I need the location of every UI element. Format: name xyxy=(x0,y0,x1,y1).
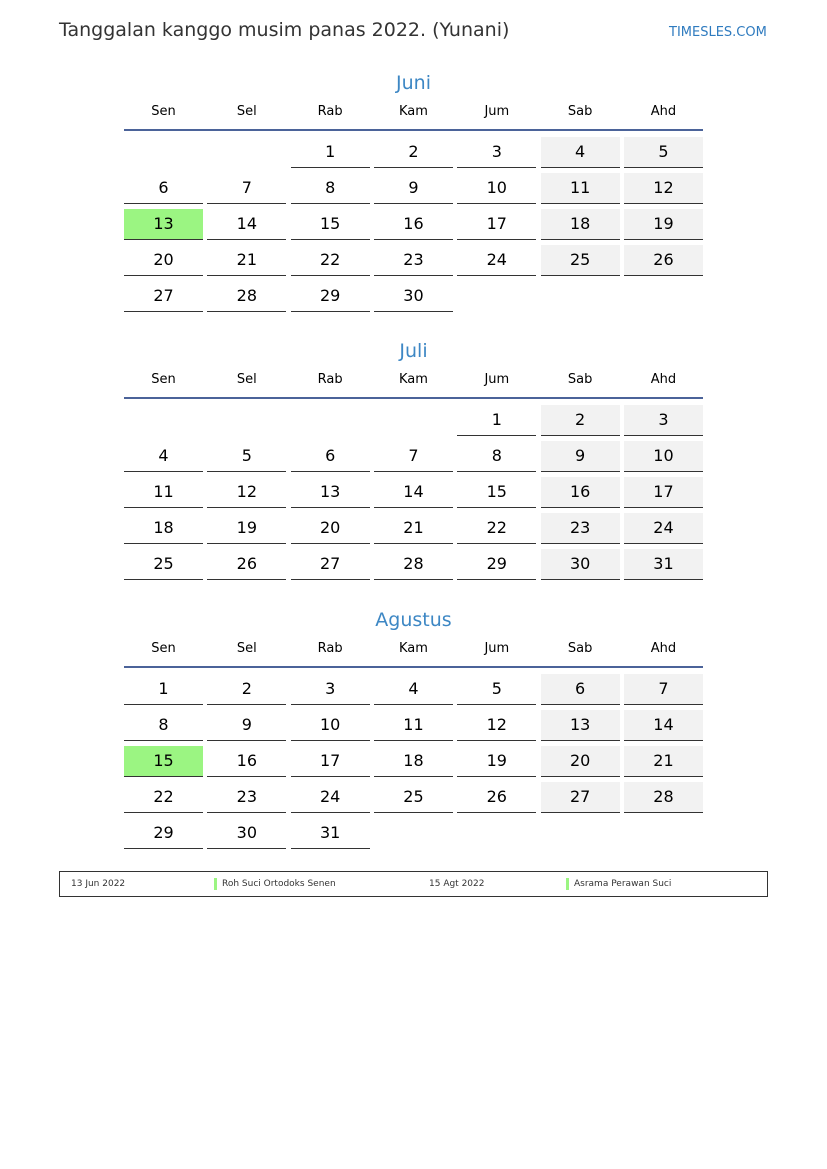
day-cell: 17 xyxy=(291,746,370,777)
weekday-label: Jum xyxy=(484,641,510,656)
day-cell: 13 xyxy=(291,477,370,508)
day-cell: 19 xyxy=(624,209,703,240)
day-cell: 14 xyxy=(207,209,286,240)
weekday-label: Sab xyxy=(567,104,593,119)
day-cell: 23 xyxy=(541,513,620,544)
day-cell: 6 xyxy=(541,674,620,705)
day-cell: 9 xyxy=(374,173,453,204)
weekday-label: Kam xyxy=(399,104,428,119)
day-cell: 6 xyxy=(291,441,370,472)
day-cell: 15 xyxy=(291,209,370,240)
day-cell: 1 xyxy=(124,674,203,705)
holiday-legend xyxy=(59,871,768,897)
day-cell: 2 xyxy=(541,405,620,436)
day-cell: 11 xyxy=(124,477,203,508)
weekday-header xyxy=(124,639,703,666)
day-cell: 14 xyxy=(374,477,453,508)
day-cell: 20 xyxy=(124,245,203,276)
day-cell: 23 xyxy=(207,782,286,813)
day-cell: 28 xyxy=(207,281,286,312)
day-cell: 8 xyxy=(457,441,536,472)
day-cell: 25 xyxy=(374,782,453,813)
day-grid xyxy=(124,403,703,583)
day-cell: 10 xyxy=(457,173,536,204)
weekday-label: Jum xyxy=(484,104,510,119)
day-cell: 28 xyxy=(374,549,453,580)
month-title: Juni xyxy=(396,72,431,94)
day-cell: 31 xyxy=(291,818,370,849)
weekday-label: Sen xyxy=(151,641,176,656)
day-cell: 24 xyxy=(291,782,370,813)
day-cell: 7 xyxy=(624,674,703,705)
month-title: Agustus xyxy=(375,609,452,631)
weekday-label: Kam xyxy=(399,641,428,656)
weekday-header xyxy=(124,102,703,129)
weekday-label: Rab xyxy=(317,372,343,387)
day-cell: 5 xyxy=(207,441,286,472)
weekday-label: Sab xyxy=(567,372,593,387)
day-cell: 16 xyxy=(374,209,453,240)
day-cell: 16 xyxy=(207,746,286,777)
day-cell: 1 xyxy=(291,137,370,168)
day-grid xyxy=(124,135,703,315)
day-cell: 22 xyxy=(457,513,536,544)
day-cell: 27 xyxy=(124,281,203,312)
day-cell: 12 xyxy=(624,173,703,204)
weekday-label: Sel xyxy=(236,641,257,656)
day-cell: 21 xyxy=(207,245,286,276)
day-cell: 2 xyxy=(374,137,453,168)
header-divider xyxy=(124,666,703,668)
day-cell: 2 xyxy=(207,674,286,705)
site-link[interactable]: TIMESLES.COM xyxy=(669,25,767,40)
legend-holiday-name: Asrama Perawan Suci xyxy=(574,879,672,889)
day-cell: 9 xyxy=(541,441,620,472)
day-cell: 19 xyxy=(207,513,286,544)
day-cell: 10 xyxy=(624,441,703,472)
day-cell: 8 xyxy=(291,173,370,204)
day-cell: 31 xyxy=(624,549,703,580)
day-cell: 9 xyxy=(207,710,286,741)
day-cell: 15 xyxy=(457,477,536,508)
day-cell: 8 xyxy=(124,710,203,741)
day-cell: 10 xyxy=(291,710,370,741)
weekday-header xyxy=(124,370,703,397)
day-cell: 15 xyxy=(124,746,203,777)
day-grid xyxy=(124,672,703,852)
weekday-label: Rab xyxy=(317,641,343,656)
day-cell: 23 xyxy=(374,245,453,276)
legend-holiday-name: Roh Suci Ortodoks Senen xyxy=(222,879,336,889)
day-cell: 3 xyxy=(624,405,703,436)
weekday-label: Sab xyxy=(567,641,593,656)
day-cell: 4 xyxy=(124,441,203,472)
day-cell: 6 xyxy=(124,173,203,204)
day-cell: 27 xyxy=(541,782,620,813)
day-cell: 7 xyxy=(374,441,453,472)
weekday-label: Ahd xyxy=(650,372,677,387)
day-cell: 26 xyxy=(624,245,703,276)
month-block xyxy=(124,68,703,315)
header-divider xyxy=(124,129,703,131)
day-cell: 29 xyxy=(457,549,536,580)
day-cell: 25 xyxy=(541,245,620,276)
day-cell: 30 xyxy=(374,281,453,312)
weekday-label: Kam xyxy=(399,372,428,387)
day-cell: 1 xyxy=(457,405,536,436)
day-cell: 26 xyxy=(457,782,536,813)
month-title: Juli xyxy=(399,340,428,362)
day-cell: 22 xyxy=(124,782,203,813)
day-cell: 3 xyxy=(291,674,370,705)
legend-color-marker xyxy=(214,878,217,890)
day-cell: 22 xyxy=(291,245,370,276)
day-cell: 25 xyxy=(124,549,203,580)
day-cell: 5 xyxy=(457,674,536,705)
month-block xyxy=(124,605,703,852)
day-cell: 14 xyxy=(624,710,703,741)
day-cell: 19 xyxy=(457,746,536,777)
day-cell: 29 xyxy=(291,281,370,312)
day-cell: 21 xyxy=(374,513,453,544)
day-cell: 17 xyxy=(624,477,703,508)
day-cell: 24 xyxy=(457,245,536,276)
header-divider xyxy=(124,397,703,399)
day-cell: 3 xyxy=(457,137,536,168)
day-cell: 7 xyxy=(207,173,286,204)
day-cell: 12 xyxy=(207,477,286,508)
day-cell: 27 xyxy=(291,549,370,580)
legend-date: 13 Jun 2022 xyxy=(71,879,126,889)
page-title: Tanggalan kanggo musim panas 2022. (Yunani) xyxy=(59,19,510,41)
day-cell: 18 xyxy=(541,209,620,240)
day-cell: 13 xyxy=(124,209,203,240)
day-cell: 18 xyxy=(124,513,203,544)
day-cell: 28 xyxy=(624,782,703,813)
day-cell: 29 xyxy=(124,818,203,849)
weekday-label: Ahd xyxy=(650,104,677,119)
day-cell: 20 xyxy=(541,746,620,777)
weekday-label: Sel xyxy=(236,372,257,387)
day-cell: 16 xyxy=(541,477,620,508)
weekday-label: Jum xyxy=(484,372,510,387)
day-cell: 24 xyxy=(624,513,703,544)
legend-color-marker xyxy=(566,878,569,890)
month-block xyxy=(124,336,703,583)
day-cell: 17 xyxy=(457,209,536,240)
weekday-label: Sel xyxy=(236,104,257,119)
weekday-label: Sen xyxy=(151,104,176,119)
legend-date: 15 Agt 2022 xyxy=(429,879,485,889)
weekday-label: Sen xyxy=(151,372,176,387)
day-cell: 11 xyxy=(541,173,620,204)
day-cell: 26 xyxy=(207,549,286,580)
day-cell: 11 xyxy=(374,710,453,741)
weekday-label: Ahd xyxy=(650,641,677,656)
day-cell: 4 xyxy=(374,674,453,705)
day-cell: 20 xyxy=(291,513,370,544)
weekday-label: Rab xyxy=(317,104,343,119)
day-cell: 4 xyxy=(541,137,620,168)
day-cell: 30 xyxy=(541,549,620,580)
day-cell: 5 xyxy=(624,137,703,168)
day-cell: 13 xyxy=(541,710,620,741)
day-cell: 18 xyxy=(374,746,453,777)
day-cell: 30 xyxy=(207,818,286,849)
day-cell: 21 xyxy=(624,746,703,777)
day-cell: 12 xyxy=(457,710,536,741)
